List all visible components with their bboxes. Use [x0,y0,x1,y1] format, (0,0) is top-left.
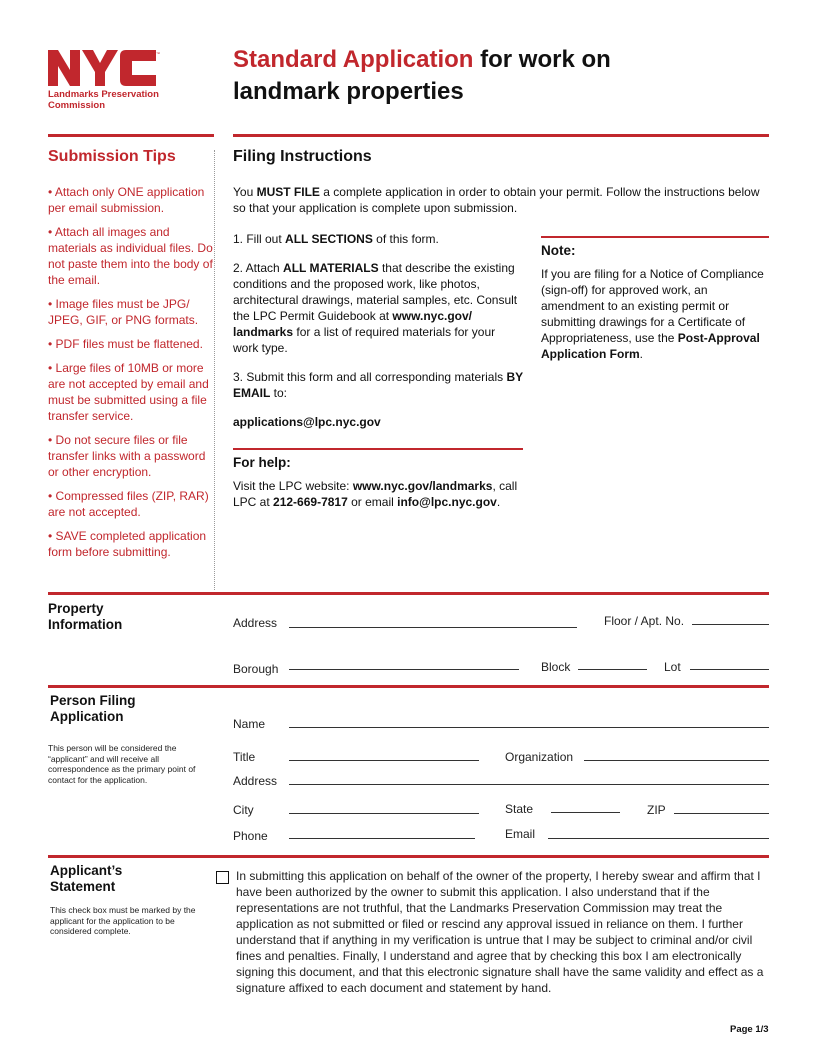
submission-tips-heading: Submission Tips [48,148,176,165]
step-3: 3. Submit this form and all corresponding materials BY EMAIL to: [233,370,523,400]
tips-divider [48,134,214,137]
logo-org-name: Landmarks Preservation Commission [48,89,159,111]
property-section-divider [48,592,769,595]
organization-label: Organization [505,750,574,764]
submission-tips-list [48,184,214,568]
filing-steps [233,231,523,443]
person-address-field[interactable] [289,784,769,785]
phone-label: Phone [233,829,268,843]
tip-item: • Attach all images and materials as individual files. Do not paste them into the body of the email. [48,225,213,287]
block-field[interactable] [578,669,647,670]
block-label: Block [541,660,571,674]
note-heading: Note: [541,243,576,258]
person-heading: Person Filing Application [50,693,136,724]
city-label: City [233,803,254,817]
tip-item: • Large files of 10MB or more are not accepted by email and must be submitted using a file transfer service. [48,361,209,423]
website-link[interactable]: www.nyc.gov/landmarks [352,479,493,493]
nyc-lpc-logo [48,50,163,111]
applicant-statement-text: In submitting this application on behalf of the owner of the property, I hereby swear and affirm that I have been authorized by the owner to submit this application. I also understand that if the representations are not truthful, that the Landmarks Preservation Commission may treat the application as not submitted or filed or rescind any approval issued in reliance on them. I further understand that if anything in my verification is untrue that I may be subject to criminal and/or civil fines and penalties. Finally, I understand and agree that by checking this box I am electronically signing this document, and that this electronic signature shall have the same validity and effect as a signature affixed to each document and statement by hand. [236,869,764,995]
column-divider [214,150,215,590]
note-divider [541,236,769,238]
title-field[interactable] [289,760,479,761]
applicant-statement-checkbox[interactable] [216,871,229,884]
post-approval-form-link[interactable]: Post-Approval Application Form [541,331,760,361]
name-label: Name [233,717,266,731]
state-label: State [505,802,534,816]
statement-section-divider [48,855,769,858]
help-divider [233,448,523,450]
borough-field[interactable] [289,669,519,670]
page-number: Page 1/3 [730,1024,769,1035]
help-email-link[interactable]: info@lpc.nyc.gov [397,495,497,509]
organization-field[interactable] [584,760,769,761]
state-field[interactable] [551,812,620,813]
tip-item: • Do not secure files or file transfer links with a password or other encryption. [48,433,206,479]
title-label: Title [233,750,256,764]
nyc-logo-mark [48,50,163,86]
title-highlight: Standard Application [233,46,474,73]
zip-field[interactable] [674,813,769,814]
floor-apt-label: Floor / Apt. No. [604,614,685,628]
tip-item: • PDF files must be flattened. [48,337,203,351]
property-heading: Property Information [48,601,123,632]
person-section-divider [48,685,769,688]
svg-text:™: ™ [156,51,160,56]
page-title: Standard Application for work on landmark properties [233,46,611,105]
help-text: Visit the LPC website: www.nyc.gov/landmarks, call LPC at 212-669-7817 or email info@lpc.nyc.gov. [233,479,518,509]
borough-label: Borough [233,662,279,676]
statement-subtext: This check box must be marked by the applicant for the application to be considered complete. [50,905,196,936]
step-2: 2. Attach ALL MATERIALS that describe the existing conditions and the proposed work, like photos, architectural drawings, material samples, etc. Consult the LPC Permit Guidebook at www.nyc.gov/ landmarks for a list of required materials for your work type. [233,261,518,355]
person-email-label: Email [505,827,536,841]
filing-divider [233,134,769,137]
guidebook-link[interactable]: www.nyc.gov/ landmarks [233,309,472,339]
floor-apt-field[interactable] [692,624,769,625]
zip-label: ZIP [647,803,666,817]
tip-item: • Compressed files (ZIP, RAR) are not accepted. [48,489,209,519]
person-email-field[interactable] [548,838,769,839]
applications-email[interactable]: applications@lpc.nyc.gov [233,415,381,429]
help-heading: For help: [233,455,291,470]
property-address-field[interactable] [289,627,577,628]
person-address-label: Address [233,774,278,788]
phone-field[interactable] [289,838,475,839]
tip-item: • SAVE completed application form before submitting. [48,529,207,559]
lot-field[interactable] [690,669,769,670]
step-1: 1. Fill out ALL SECTIONS of this form. [233,232,439,246]
filing-instructions-heading: Filing Instructions [233,148,372,165]
filing-intro: You MUST FILE a complete application in order to obtain your permit. Follow the instructions below so that your application is complete upon submission. [233,185,760,215]
tip-item: • Image files must be JPG/ JPEG, GIF, or PNG formats. [48,297,199,327]
lot-label: Lot [664,660,681,674]
name-field[interactable] [289,727,769,728]
statement-heading: Applicant’s Statement [50,863,123,894]
tip-item: • Attach only ONE application per email submission. [48,185,205,215]
person-subtext: This person will be considered the “applicant” and will receive all correspondence as the primary point of contact for the application. [48,743,196,785]
phone-number: 212-669-7817 [273,495,348,509]
property-address-label: Address [233,616,278,630]
city-field[interactable] [289,813,479,814]
nyc-wordmark-icon [48,50,160,86]
note-text: If you are filing for a Notice of Compliance (sign-off) for approved work, an amendment to an existing permit or submitting drawings for a Certificate of Appropriateness, use the Post-Approval Application Form. [541,267,764,361]
